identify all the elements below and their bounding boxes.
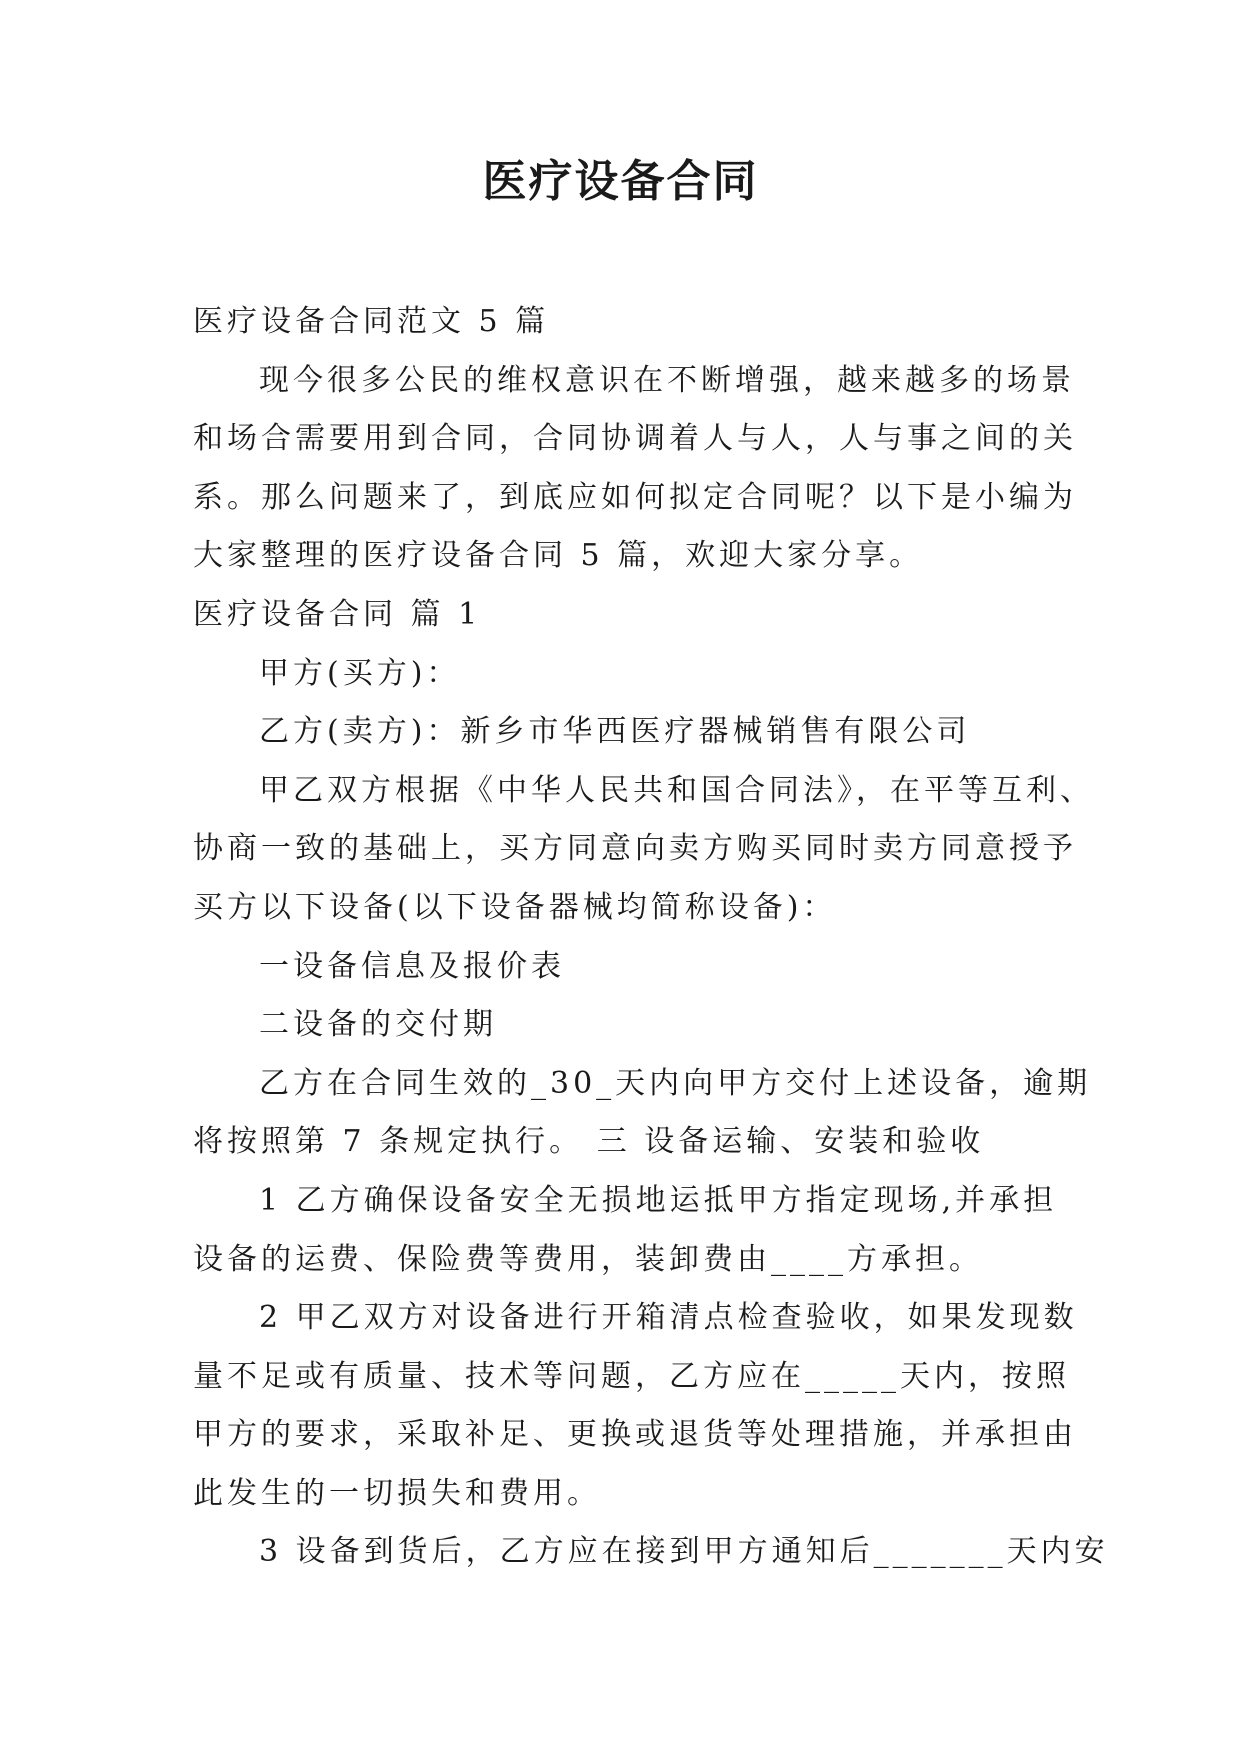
body-line: 甲乙双方根据《中华人民共和国合同法》，在平等互利、: [259, 772, 1094, 808]
body-line: 系。那么问题来了，到底应如何拟定合同呢？以下是小编为: [193, 479, 1077, 515]
body-line: 量不足或有质量、技术等问题，乙方应在_____天内，按照: [193, 1358, 1070, 1394]
document-body: [193, 293, 1109, 1582]
body-line: 乙方(卖方)：新乡市华西医疗器械销售有限公司: [259, 714, 971, 750]
body-line: 医疗设备合同 篇 1: [193, 596, 482, 632]
body-line: 2 甲乙双方对设备进行开箱清点检查验收，如果发现数: [259, 1300, 1078, 1336]
body-line: 此发生的一切损失和费用。: [193, 1475, 601, 1511]
body-line: 医疗设备合同范文 5 篇: [193, 304, 550, 339]
body-line: 1 乙方确保设备安全无损地运抵甲方指定现场,并承担: [259, 1182, 1058, 1218]
body-line: 买方以下设备(以下设备器械均简称设备)：: [193, 889, 837, 925]
body-line: 协商一致的基础上，买方同意向卖方购买同时卖方同意授予: [193, 831, 1077, 867]
body-line: 大家整理的医疗设备合同 5 篇，欢迎大家分享。: [193, 538, 924, 574]
body-line: 乙方在合同生效的_30_天内向甲方交付上述设备，逾期: [259, 1065, 1092, 1101]
body-line: 和场合需要用到合同，合同协调着人与人，人与事之间的关: [193, 421, 1077, 457]
body-line: 将按照第 7 条规定执行。 三 设备运输、安装和验收: [193, 1124, 985, 1160]
body-line: 甲方(买方)：: [259, 655, 461, 691]
body-line: 甲方的要求，采取补足、更换或退货等处理措施，并承担由: [193, 1417, 1077, 1453]
body-line: 现今很多公民的维权意识在不断增强，越来越多的场景: [259, 362, 1075, 398]
body-line: 一设备信息及报价表: [259, 948, 565, 984]
body-line: 二设备的交付期: [259, 1007, 497, 1043]
document-title: 医疗设备合同: [482, 156, 759, 207]
body-line: 3 设备到货后，乙方应在接到甲方通知后_______天内安: [259, 1534, 1109, 1570]
body-line: 设备的运费、保险费等费用，装卸费由____方承担。: [193, 1241, 983, 1277]
